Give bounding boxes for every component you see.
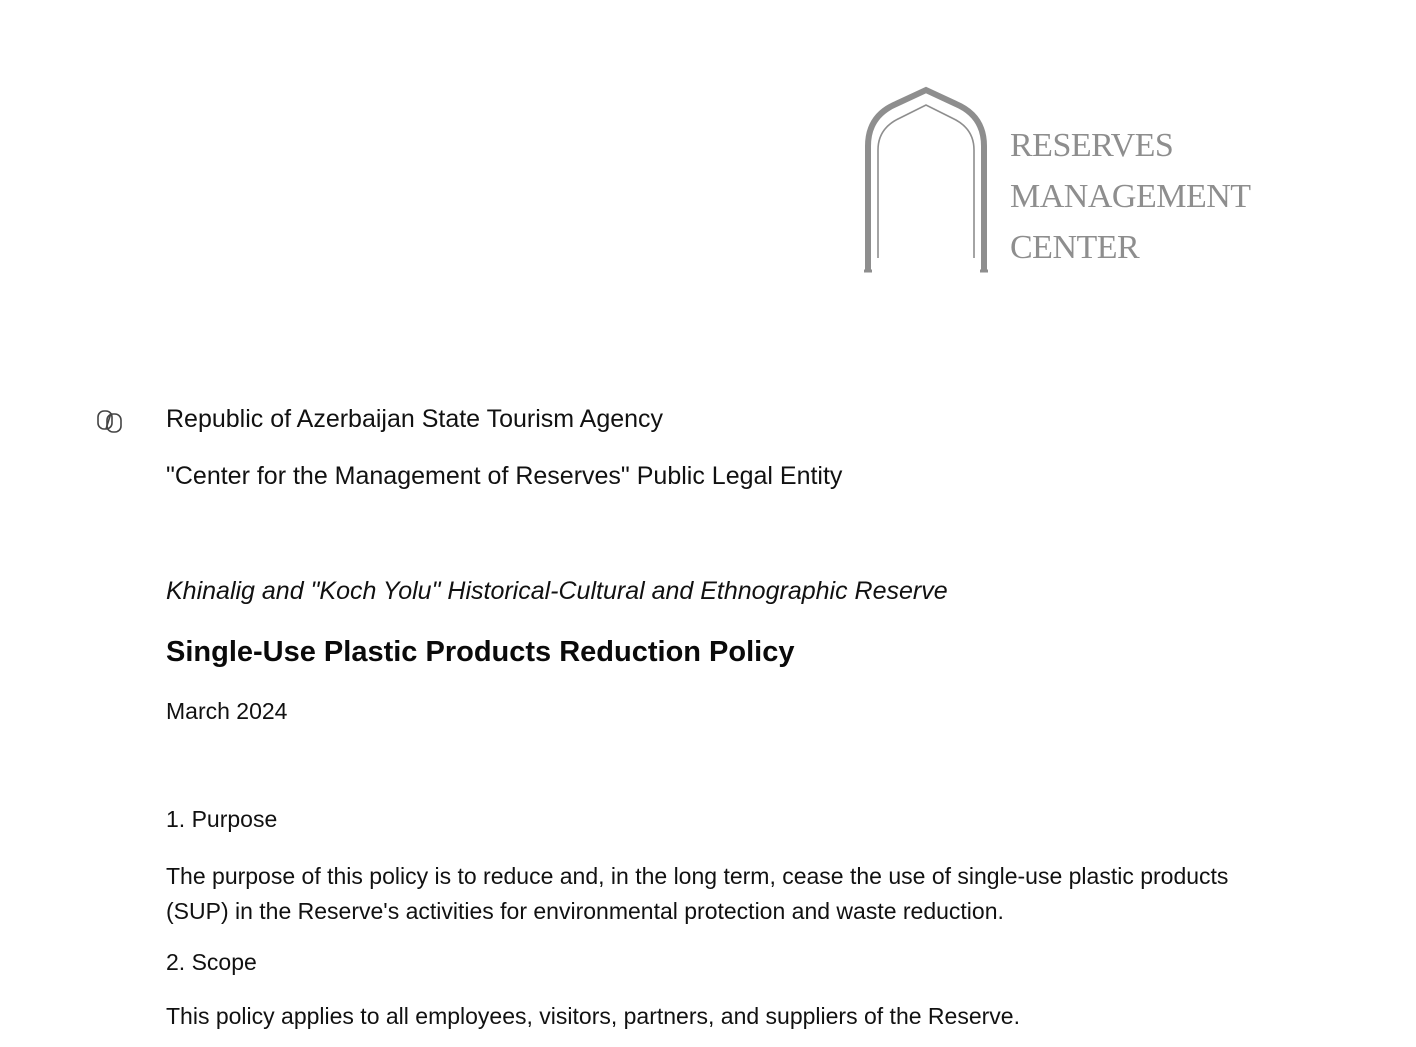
document-date: March 2024 — [166, 698, 288, 724]
document-title: Single-Use Plastic Products Reduction Policy — [166, 636, 795, 668]
logo-line-3: CENTER — [1010, 229, 1140, 266]
logo-line-2: MANAGEMENT — [1010, 178, 1251, 215]
section-body-purpose: The purpose of this policy is to reduce and, in the long term, cease the use of single-use plastic products (SUP) in the Reserve's activities for environmental protection and waste reduction. — [166, 863, 1229, 924]
organization-name: Republic of Azerbaijan State Tourism Agency — [166, 405, 664, 433]
arch-icon — [862, 86, 992, 276]
reserve-name: Khinalig and "Koch Yolu" Historical-Cultural and Ethnographic Reserve — [166, 577, 948, 605]
reserves-management-center-logo — [862, 86, 1262, 276]
section-heading-purpose: 1. Purpose — [166, 806, 278, 832]
section-body-scope: This policy applies to all employees, visitors, partners, and suppliers of the Reserve. — [166, 1003, 1020, 1029]
logo-wordmark — [1010, 120, 1251, 273]
logo-line-1: RESERVES — [1010, 127, 1174, 164]
entity-name: "Center for the Management of Reserves" Public Legal Entity — [166, 462, 843, 490]
section-heading-scope: 2. Scope — [166, 949, 257, 975]
copilot-icon[interactable] — [96, 407, 124, 435]
